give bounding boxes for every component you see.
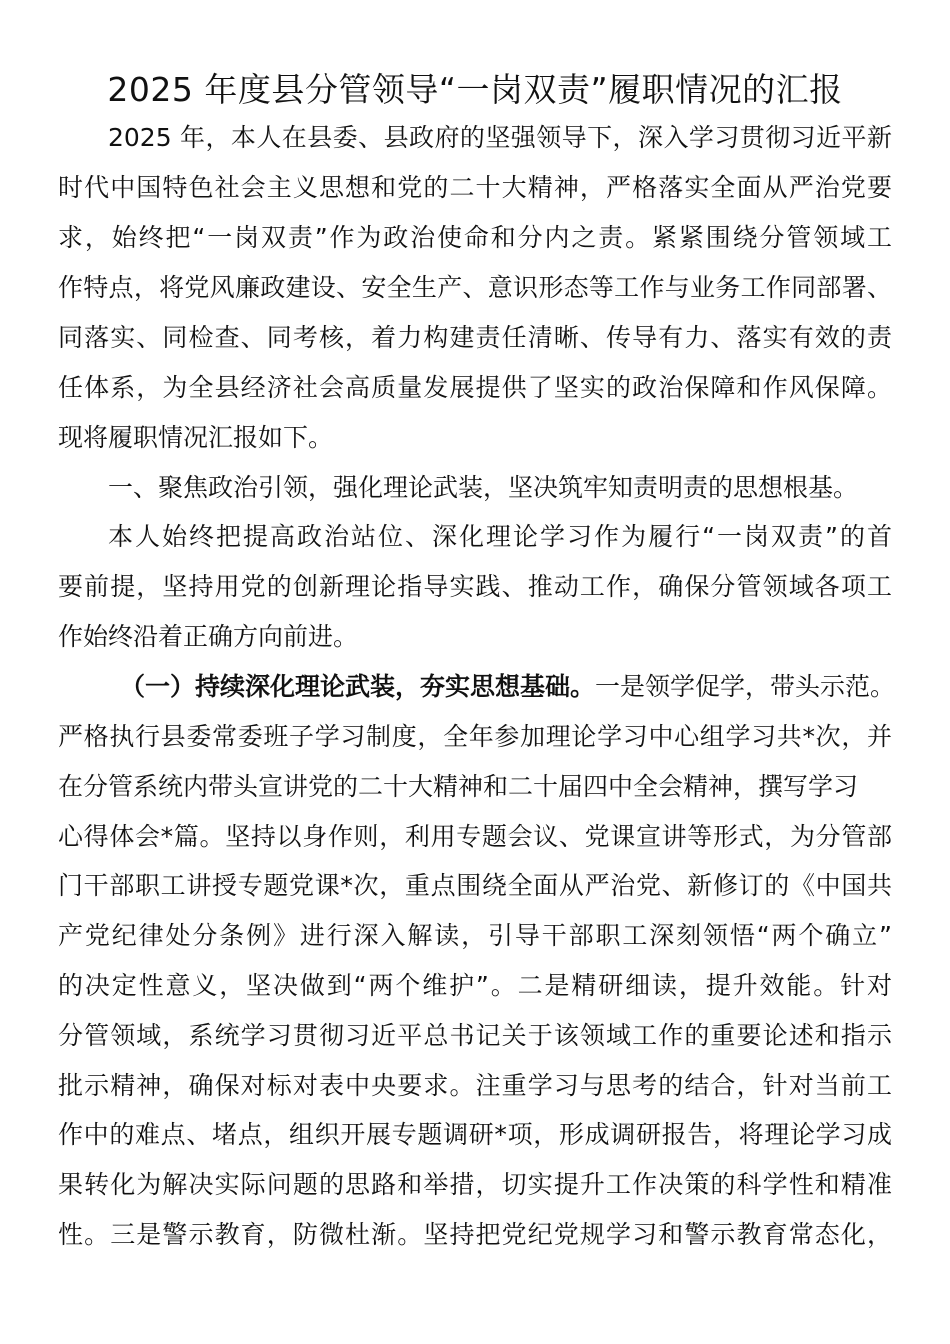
document-title: 2025 年度县分管领导“一岗双责”履职情况的汇报 <box>107 70 843 109</box>
paragraph-line: 作始终沿着正确方向前进。 <box>58 622 359 651</box>
paragraph-line: 分管领域，系统学习贯彻习近平总书记关于该领域工作的重要论述和指示 <box>58 1021 892 1050</box>
paragraph-line: 作中的难点、堵点，组织开展专题调研*项，形成调研报告，将理论学习成 <box>58 1120 892 1149</box>
paragraph-line: 在分管系统内带头宣讲党的二十大精神和二十届四中全会精神，撰写学习 <box>58 772 859 801</box>
paragraph-line: 性。三是警示教育，防微杜渐。坚持把党纪党规学习和警示教育常态化， <box>58 1220 892 1249</box>
paragraph-line: 现将履职情况汇报如下。 <box>58 423 334 452</box>
paragraph-line: 任体系，为全县经济社会高质量发展提供了坚实的政治保障和作风保障。 <box>58 373 892 402</box>
paragraph-line: 产党纪律处分条例》进行深入解读，引导干部职工深刻领悟“两个确立” <box>58 921 892 950</box>
subsection-first-line <box>120 667 896 707</box>
paragraph-line: 门干部职工讲授专题党课*次，重点围绕全面从严治党、新修订的《中国共 <box>58 871 892 900</box>
paragraph-line: 严格执行县委常委班子学习制度，全年参加理论学习中心组学习共*次，并 <box>58 722 892 751</box>
paragraph-line: 果转化为解决实际问题的思路和举措，切实提升工作决策的科学性和精准 <box>58 1170 892 1199</box>
paragraph-line: 的决定性意义，坚决做到“两个维护”。二是精研细读，提升效能。针对 <box>58 971 892 1000</box>
paragraph-line: 要前提，坚持用党的创新理论指导实践、推动工作，确保分管领域各项工 <box>58 572 892 601</box>
paragraph-line: 本人始终把提高政治站位、深化理论学习作为履行“一岗双责”的首 <box>108 522 892 551</box>
paragraph-line: 2025 年，本人在县委、县政府的坚强领导下，深入学习贯彻习近平新 <box>108 123 892 152</box>
paragraph-line: 心得体会*篇。坚持以身作则，利用专题会议、党课宣讲等形式，为分管部 <box>58 822 892 851</box>
paragraph-line: 同落实、同检查、同考核，着力构建责任清晰、传导有力、落实有效的责 <box>58 323 892 352</box>
subsection-lead-text: 一是领学促学，带头示范。 <box>595 672 896 701</box>
paragraph-line: 时代中国特色社会主义思想和党的二十大精神，严格落实全面从严治党要 <box>58 173 892 202</box>
section-heading: 一、聚焦政治引领，强化理论武装，坚决筑牢知责明责的思想根基。 <box>108 473 859 502</box>
paragraph-line: 求，始终把“一岗双责”作为政治使命和分内之责。紧紧围绕分管领域工 <box>58 223 892 252</box>
subsection-heading: （一）持续深化理论武装，夯实思想基础。 <box>120 672 596 701</box>
paragraph-line: 作特点，将党风廉政建设、安全生产、意识形态等工作与业务工作同部署、 <box>58 273 892 302</box>
paragraph-line: 批示精神，确保对标对表中央要求。注重学习与思考的结合，针对当前工 <box>58 1071 892 1100</box>
